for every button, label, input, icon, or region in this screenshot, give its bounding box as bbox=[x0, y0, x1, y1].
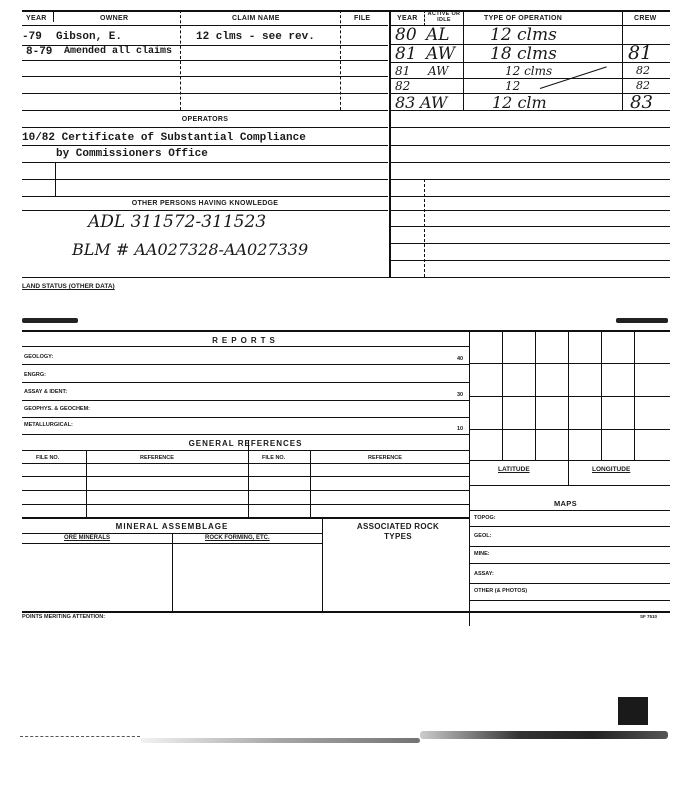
op-blank-row-9 bbox=[389, 260, 670, 261]
op-year-5: 83 bbox=[395, 93, 416, 112]
op-blank-row-7 bbox=[389, 226, 670, 227]
owner-name-1: Gibson, E. bbox=[56, 31, 123, 43]
operators-left-margin bbox=[55, 162, 56, 196]
scan-artifact-line bbox=[20, 736, 140, 737]
maps-line-1 bbox=[469, 526, 670, 527]
op-type-3: 12 clms bbox=[505, 64, 553, 78]
grid-v-5 bbox=[634, 330, 635, 460]
operators-rule bbox=[22, 127, 388, 128]
op-year-2: 81 bbox=[395, 44, 417, 64]
grid-h-4 bbox=[469, 460, 670, 461]
op-divider-status bbox=[463, 10, 464, 110]
maps-mine: MINE: bbox=[474, 551, 490, 557]
lower-section-bottom bbox=[22, 611, 670, 613]
op-status-1: AL bbox=[426, 25, 450, 45]
other-persons-line-1: ADL 311572-311523 bbox=[88, 212, 267, 232]
general-references-title: GENERAL REFERENCES bbox=[188, 439, 303, 448]
ore-minerals-label: ORE MINERALS bbox=[64, 535, 111, 541]
operators-line-2: by Commissioners Office bbox=[56, 148, 208, 160]
op-type-4: 12 bbox=[505, 79, 521, 93]
report-num-geology: 40 bbox=[457, 356, 464, 362]
scan-mark-left bbox=[22, 318, 78, 323]
latlong-bottom bbox=[469, 485, 670, 486]
owner-row-line-3 bbox=[22, 76, 388, 77]
grid-v-4 bbox=[601, 330, 602, 460]
gen-ref-file-no-1: FILE NO. bbox=[36, 455, 60, 461]
report-line-1 bbox=[22, 364, 469, 365]
operators-row-3 bbox=[22, 179, 388, 180]
points-meriting-attention: POINTS MERITING ATTENTION: bbox=[22, 614, 106, 620]
maps-other: OTHER (& PHOTOS) bbox=[474, 588, 528, 594]
op-year-3: 81 bbox=[395, 64, 411, 78]
grid-v-3 bbox=[568, 330, 569, 485]
owner-name-2: Amended all claims bbox=[64, 46, 173, 57]
gen-ref-line-1 bbox=[22, 463, 469, 464]
owner-row-line-4 bbox=[22, 93, 388, 94]
op-crew-2: 81 bbox=[628, 42, 653, 64]
op-blank-row-3 bbox=[389, 162, 670, 163]
maps-line-3 bbox=[469, 563, 670, 564]
divider-main bbox=[389, 10, 391, 278]
scan-mark-right bbox=[616, 318, 668, 323]
grid-h-1 bbox=[469, 363, 670, 364]
mineral-assemblage-title: MINERAL ASSEMBLAGE bbox=[115, 522, 229, 531]
maps-title: MAPS bbox=[554, 499, 577, 508]
maps-geol: GEOL: bbox=[474, 533, 492, 539]
report-num-assay: 30 bbox=[457, 392, 464, 398]
owner-row-line-5 bbox=[22, 110, 388, 111]
form-number: SF 7510 bbox=[640, 614, 658, 619]
maps-line-2 bbox=[469, 546, 670, 547]
operators-line-1: 10/82 Certificate of Substantial Compliance bbox=[22, 132, 306, 144]
col-header-year: YEAR bbox=[26, 15, 47, 22]
gen-ref-rule bbox=[22, 450, 469, 451]
op-blank-row-5 bbox=[389, 196, 670, 197]
col-header-claim-name: CLAIM NAME bbox=[232, 15, 280, 22]
gen-ref-bottom bbox=[22, 517, 469, 519]
grid-h-3 bbox=[469, 429, 670, 430]
associated-rock-types: ASSOCIATED ROCK TYPES bbox=[356, 522, 440, 541]
op-header-active-idle: ACTIVE OR IDLE bbox=[427, 11, 461, 23]
other-persons-rule bbox=[22, 210, 388, 211]
reports-right-edge bbox=[469, 330, 470, 626]
grid-h-2 bbox=[469, 396, 670, 397]
latitude-label: LATITUDE bbox=[498, 466, 530, 473]
report-line-3 bbox=[22, 400, 469, 401]
report-line-4 bbox=[22, 417, 469, 418]
report-label-engrg: ENGRG: bbox=[24, 372, 46, 378]
op-row-line-3 bbox=[389, 78, 670, 79]
op-status-3: AW bbox=[428, 64, 449, 78]
maps-topog: TOPOG: bbox=[474, 515, 496, 521]
op-lower-divider bbox=[424, 179, 425, 277]
other-persons-title: OTHER PERSONS HAVING KNOWLEDGE bbox=[131, 200, 279, 207]
op-type-1: 12 clms bbox=[490, 25, 557, 45]
report-label-geophys: GEOPHYS. & GEOCHEM: bbox=[24, 406, 91, 412]
report-line-2 bbox=[22, 382, 469, 383]
col-header-file: FILE bbox=[354, 15, 371, 22]
report-label-assay: ASSAY & IDENT: bbox=[24, 389, 68, 395]
report-label-metallurgical: METALLURGICAL: bbox=[24, 422, 73, 428]
op-header-crew: CREW bbox=[634, 15, 657, 22]
op-status-2: AW bbox=[426, 44, 456, 64]
scan-artifact-smudge-2 bbox=[140, 738, 420, 743]
op-blank-row-2 bbox=[389, 145, 670, 146]
op-status-5: AW bbox=[420, 93, 448, 112]
op-crew-5: 83 bbox=[630, 92, 653, 113]
op-blank-row-6 bbox=[389, 210, 670, 211]
op-blank-row-1 bbox=[389, 127, 670, 128]
grid-v-1 bbox=[502, 330, 503, 460]
op-header-year: YEAR bbox=[397, 15, 418, 22]
op-blank-row-8 bbox=[389, 243, 670, 244]
op-year-4: 82 bbox=[395, 79, 411, 93]
operators-row-4 bbox=[22, 196, 388, 197]
reports-rule bbox=[22, 346, 469, 347]
reports-title: REPORTS bbox=[212, 336, 279, 345]
gen-ref-reference-1: REFERENCE bbox=[140, 455, 174, 461]
maps-line-4 bbox=[469, 583, 670, 584]
land-status-label: LAND STATUS (OTHER DATA) bbox=[22, 283, 115, 290]
owner-row-line-2 bbox=[22, 60, 388, 61]
op-type-5: 12 clm bbox=[492, 93, 547, 112]
gen-ref-div-2 bbox=[248, 440, 249, 517]
report-num-metallurgical: 10 bbox=[457, 426, 464, 432]
gen-ref-file-no-2: FILE NO. bbox=[262, 455, 286, 461]
maps-line-5 bbox=[469, 600, 670, 601]
gen-ref-reference-2: REFERENCE bbox=[368, 455, 402, 461]
op-divider-year bbox=[424, 10, 425, 26]
report-line-5 bbox=[22, 434, 469, 435]
op-year-1: 80 bbox=[395, 25, 417, 45]
operators-title: OPERATORS bbox=[181, 116, 229, 123]
op-crew-4: 82 bbox=[636, 79, 650, 92]
other-persons-bottom bbox=[22, 277, 670, 278]
col-header-owner: OWNER bbox=[100, 15, 129, 22]
gen-ref-div-3 bbox=[310, 450, 311, 517]
operators-row-1 bbox=[22, 145, 388, 146]
mineral-divider bbox=[172, 533, 173, 611]
gen-ref-line-2 bbox=[22, 476, 469, 477]
grid-v-2 bbox=[535, 330, 536, 460]
top-border bbox=[22, 10, 670, 12]
op-blank-row-4 bbox=[389, 179, 670, 180]
operators-row-2 bbox=[22, 162, 388, 163]
gen-ref-div-1 bbox=[86, 450, 87, 517]
other-persons-line-2: BLM # AA027328-AA027339 bbox=[72, 240, 309, 259]
gen-ref-line-3 bbox=[22, 490, 469, 491]
rock-forming-label: ROCK FORMING, ETC. bbox=[205, 535, 270, 541]
op-header-type: TYPE OF OPERATION bbox=[484, 15, 563, 22]
reports-top-border bbox=[22, 330, 670, 332]
maps-rule bbox=[469, 510, 670, 511]
gen-ref-line-4 bbox=[22, 504, 469, 505]
longitude-label: LONGITUDE bbox=[592, 466, 631, 473]
op-crew-3: 82 bbox=[636, 64, 650, 77]
scan-artifact-block bbox=[618, 697, 648, 725]
maps-assay: ASSAY: bbox=[474, 571, 494, 577]
divider-year bbox=[53, 10, 54, 22]
op-type-2: 18 clms bbox=[490, 44, 557, 64]
owner-row-line-1 bbox=[22, 45, 388, 46]
claim-name-1: 12 clms - see rev. bbox=[196, 31, 315, 43]
owner-year-2: 8-79 bbox=[26, 46, 53, 58]
op-divider-crew bbox=[622, 10, 623, 110]
owner-year-1: -79 bbox=[22, 31, 42, 43]
report-label-geology: GEOLOGY: bbox=[24, 354, 54, 360]
header-rule-left bbox=[22, 25, 388, 26]
assoc-divider bbox=[322, 517, 323, 611]
scan-artifact-smudge bbox=[420, 731, 668, 739]
